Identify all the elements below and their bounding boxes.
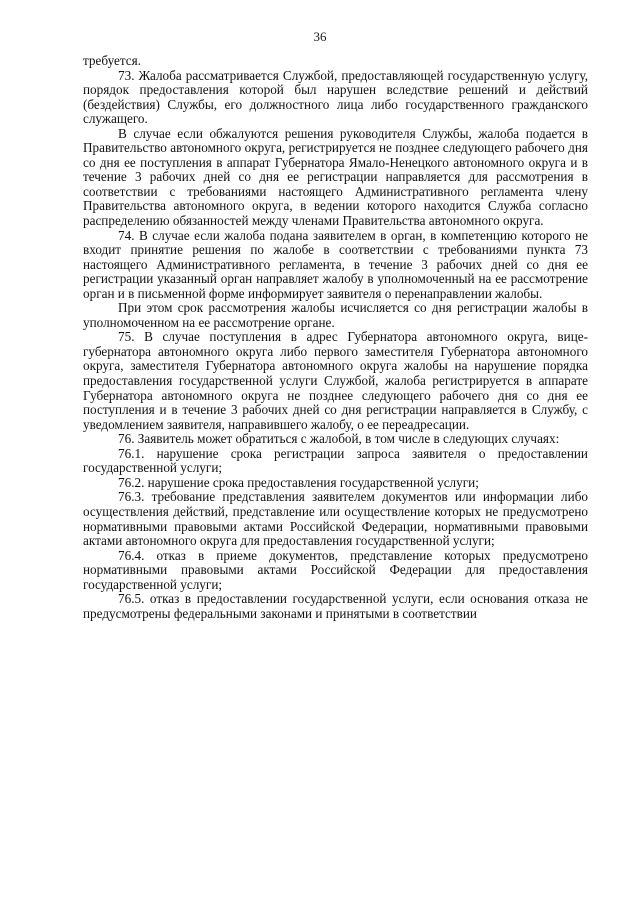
paragraph-76-3: 76.3. требование представления заявителем документов или информации либо осуществления действий, представление или осуществление которых не предусмотрено нормативными правовыми актами Российской Федерации, нормативными правовыми актами автономного округа для предоставления государственной услуги; xyxy=(83,489,588,549)
paragraph-76-1: 76.1. нарушение срока регистрации запроса заявителя о предоставлении государственной услуги; xyxy=(83,445,588,476)
page-number: 36 xyxy=(313,29,327,44)
paragraph-76-2: 76.2. нарушение срока предоставления государственной услуги; xyxy=(118,474,479,490)
paragraph-73: 73. Жалоба рассматривается Службой, предоставляющей государственную услугу, порядок предоставления которой был нарушен вследствие решений и действий (бездействия) Службы, его должностного лица либо государственного гражданского служащего. xyxy=(83,67,588,127)
document-body xyxy=(83,54,588,621)
paragraph-76: 76. Заявитель может обратиться с жалобой, в том числе в следующих случаях: xyxy=(118,431,560,447)
paragraph-73-appeal-head: В случае если обжалуются решения руководителя Службы, жалоба подается в Правительство автономного округа, регистрируется не позднее следующего рабочего дня со дня ее поступления в аппарат Губернатора Ямало-Ненецкого автономного округа и в течение 3 рабочих дней со дня ее регистрации направляется для рассмотрения в соответствии с требованиями настоящего Административного регламента члену Правительства автономного округа, в ведении которого находится Служба согласно распределению обязанностей между членами Правительства автономного округа. xyxy=(83,125,588,229)
paragraph-76-4: 76.4. отказ в приеме документов, представление которых предусмотрено нормативными правовыми актами Российской Федерации для предоставления государственной услуги; xyxy=(83,547,588,592)
paragraph-continuation: требуется. xyxy=(83,53,141,68)
paragraph-76-5: 76.5. отказ в предоставлении государственной услуги, если основания отказа не предусмотрены федеральными законами и принятыми в соответствии xyxy=(83,591,588,621)
paragraph-75: 75. В случае поступления в адрес Губернатора автономного округа, вице-губернатора автономного округа либо первого заместителя Губернатора автономного округа, заместителя Губернатора автономного округа жалобы на нарушение порядка предоставления государственной услуги Службой, жалоба регистрируется в аппарате Губернатора автономного округа не позднее следующего рабочего дня со дня ее поступления и в течение 3 рабочих дней со дня регистрации направляется в Службу, с уведомлением заявителя, направившего жалобу, о ее переадресации. xyxy=(83,329,588,432)
paragraph-74-term: При этом срок рассмотрения жалобы исчисляется со дня регистрации жалобы в уполномоченном на ее рассмотрение органе. xyxy=(83,300,588,330)
paragraph-74: 74. В случае если жалоба подана заявителем в орган, в компетенцию которого не входит принятие решения по жалобе в соответствии с требованиями пункта 73 настоящего Административного регламента, в течение 3 рабочих дней со дня ее регистрации указанный орган направляет жалобу в уполномоченный на ее рассмотрение орган и в письменной форме информирует заявителя о перенаправлении жалобы. xyxy=(83,227,588,301)
